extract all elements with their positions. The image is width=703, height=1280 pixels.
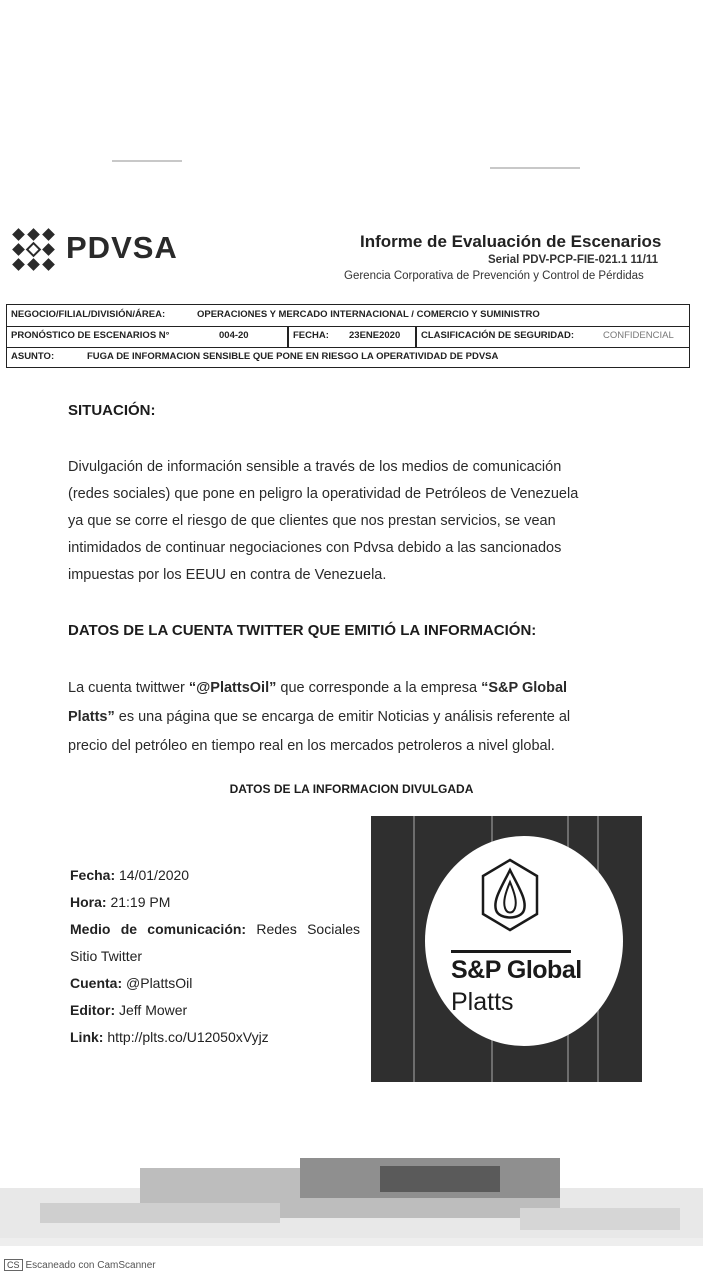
detail-link (70, 1024, 360, 1051)
cuenta-paragraph (68, 674, 658, 761)
situacion-line: impuestas por los EEUU en contra de Venezuela. (68, 567, 387, 583)
cuenta-value: @PlattsOil (126, 975, 193, 991)
brand-line-1: S&P Global (451, 956, 582, 984)
negocio-value: OPERACIONES Y MERCADO INTERNACIONAL / COMERCIO Y SUMINISTRO (197, 309, 540, 320)
cuenta-label: Cuenta: (70, 975, 123, 991)
gerencia-subtitle: Gerencia Corporativa de Prevención y Control de Pérdidas (344, 270, 644, 282)
cuenta-line (68, 703, 658, 732)
medio-label: Medio de comunicación: (70, 921, 247, 937)
link-value: http://plts.co/U12050xVyjz (107, 1029, 269, 1045)
clasificacion-value: CONFIDENCIAL (603, 330, 674, 341)
divulgada-heading: DATOS DE LA INFORMACION DIVULGADA (229, 782, 474, 796)
camscanner-footer (4, 1259, 156, 1271)
editor-label: Editor: (70, 1002, 116, 1018)
hora-label: Hora: (70, 894, 107, 910)
hora-value: 21:19 PM (110, 894, 171, 910)
camscanner-icon: CS (4, 1259, 23, 1271)
cuenta-text: La cuenta twittwer (68, 680, 189, 696)
table-divider (287, 326, 289, 347)
link-label: Link: (70, 1029, 104, 1045)
logo-text: PDVSA (66, 230, 178, 265)
situacion-line: intimidados de continuar negociaciones con Pdvsa debido a las sancionados (68, 540, 562, 556)
situacion-line: (redes sociales) que pone en peligro la operatividad de Petróleos de Venezuela (68, 486, 579, 502)
sp-global-platts-image (371, 816, 642, 1082)
medio-value: Redes Sociales Sitio Twitter (70, 921, 361, 964)
editor-value: Jeff Mower (119, 1002, 188, 1018)
cuenta-line: precio del petróleo en tiempo real en los mercados petroleros a nivel global. (68, 738, 555, 754)
negocio-label: NEGOCIO/FILIAL/DIVISIÓN/ÁREA: (11, 309, 166, 320)
situacion-line: Divulgación de información sensible a través de los medios de comunicación (68, 459, 562, 475)
asunto-label: ASUNTO: (11, 351, 55, 362)
company-name: Platts” (68, 709, 115, 725)
table-divider (415, 326, 417, 347)
logo-divider (451, 950, 571, 953)
pdvsa-logo-icon (12, 228, 56, 272)
pronostico-value: 004-20 (219, 330, 249, 341)
divulgada-details (70, 862, 360, 1051)
scan-mark (112, 160, 182, 162)
platts-droplet-icon (479, 858, 541, 932)
document-title: Informe de Evaluación de Escenarios (360, 232, 662, 251)
detail-cuenta (70, 970, 360, 997)
document-serial: Serial PDV-PCP-FIE-021.1 11/11 (488, 254, 659, 266)
situacion-line: ya que se corre el riesgo de que clientes que nos prestan servicios, se vean (68, 513, 556, 529)
info-table (6, 304, 690, 368)
detail-hora (70, 889, 360, 916)
cuenta-line (68, 674, 658, 703)
scan-stripe (413, 816, 415, 1082)
fecha-value: 14/01/2020 (119, 867, 190, 883)
scan-mark (490, 167, 580, 169)
footer-text: Escaneado con CamScanner (25, 1260, 156, 1271)
scan-noise (0, 1158, 703, 1258)
situacion-heading: SITUACIÓN: (68, 402, 156, 419)
detail-editor (70, 997, 360, 1024)
detail-medio (70, 916, 360, 970)
fecha-label: Fecha: (70, 867, 116, 883)
cuenta-heading: DATOS DE LA CUENTA TWITTER QUE EMITIÓ LA INFORMACIÓN: (68, 622, 537, 639)
situacion-paragraph (68, 454, 658, 589)
info-row-pronostico (7, 326, 689, 348)
fecha-value: 23ENE2020 (349, 330, 401, 341)
cuenta-text: que corresponde a la empresa (276, 680, 482, 696)
info-row-negocio (7, 305, 689, 327)
company-name: “S&P Global (481, 680, 568, 696)
brand-line-2: Platts (451, 988, 514, 1016)
twitter-handle: “@PlattsOil” (188, 680, 277, 696)
pronostico-label: PRONÓSTICO DE ESCENARIOS N° (11, 330, 170, 341)
fecha-label: FECHA: (293, 330, 329, 341)
asunto-value: FUGA DE INFORMACION SENSIBLE QUE PONE EN RIESGO LA OPERATIVIDAD DE PDVSA (87, 351, 499, 362)
detail-fecha (70, 862, 360, 889)
clasificacion-label: CLASIFICACIÓN DE SEGURIDAD: (421, 330, 575, 341)
cuenta-text: es una página que se encarga de emitir Noticias y análisis referente al (114, 709, 571, 725)
info-row-asunto (7, 347, 689, 368)
